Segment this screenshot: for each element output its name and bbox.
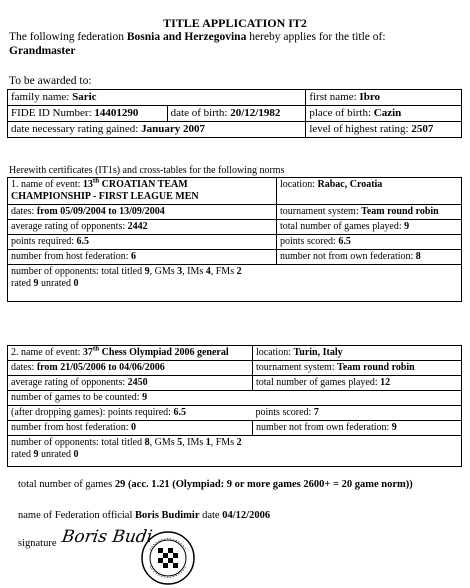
norm2-avg-cell	[8, 376, 253, 391]
norm1-notown: 8	[415, 251, 421, 262]
awarded-label: To be awarded to:	[9, 75, 92, 87]
norm2-avg-label: average rating of opponents:	[11, 377, 128, 388]
norm2-counted-label: number of games to be counted:	[11, 392, 143, 403]
norm1-ims-label: , IMs	[182, 266, 206, 277]
norm2-games-cell	[253, 376, 462, 391]
norm1-name-label: 1. name of event:	[11, 179, 83, 190]
rating-date-cell	[8, 122, 306, 138]
norm1-scored-label: points scored:	[280, 236, 339, 247]
rating-date-label: date necessary rating gained:	[11, 123, 139, 135]
norm2-fms-label: , FMs	[210, 437, 237, 448]
norm2-system: Team round robin	[337, 362, 415, 373]
norm1-system: Team round robin	[361, 206, 439, 217]
norm1-required-label: points required:	[11, 236, 77, 247]
official-line	[18, 510, 270, 521]
norm1-games-label: total number of games played:	[280, 221, 405, 232]
norm2-opponents-cell	[8, 436, 462, 467]
intro-suffix: hereby applies for the title of:	[246, 31, 386, 43]
norm2-location-label: location:	[256, 347, 294, 358]
norm2-host: 0	[130, 422, 136, 433]
rating-date-value: January 2007	[141, 123, 205, 135]
norm2-opp-text: number of opponents: total titled	[11, 437, 145, 448]
norm2-rated: 9	[33, 449, 39, 460]
first-label: first name:	[309, 91, 357, 103]
norm1-name-sup: th	[92, 176, 100, 185]
official-date-label: date	[199, 510, 223, 521]
norm2-scored: 7	[313, 407, 319, 418]
norm2-location-cell	[253, 346, 462, 361]
norm2-avg: 2450	[127, 377, 148, 388]
norm1-ims: 4	[205, 266, 211, 277]
dob-value: 20/12/1982	[230, 107, 281, 119]
norm1-name2: CHAMPIONSHIP - FIRST LEAGUE MEN	[11, 191, 199, 202]
norm1-required: 6.5	[76, 236, 90, 247]
norm1-system-cell	[277, 205, 462, 220]
norm1-scored-cell	[277, 235, 462, 250]
signature-handwriting: Boris Budi	[60, 527, 154, 547]
official-date: 04/12/2006	[222, 510, 271, 521]
title-applied: Grandmaster	[9, 45, 76, 57]
federation-name: Bosnia and Herzegovina	[126, 31, 247, 43]
norm1-fms: 2	[236, 266, 242, 277]
norm2-dates-label: dates:	[11, 362, 37, 373]
norm2-counted: 9	[142, 392, 148, 403]
intro-prefix: The following federation	[9, 31, 127, 43]
norm2-name-num: 37	[82, 347, 93, 358]
norm2-table	[7, 345, 462, 467]
norm1-unrated-label: unrated	[38, 278, 74, 289]
norm1-name: CROATIAN TEAM	[99, 179, 188, 190]
norm1-dates-cell	[8, 205, 277, 220]
family-name-cell	[8, 90, 306, 106]
certificates-intro: Herewith certificates (IT1s) and cross-tables for the following norms	[9, 165, 285, 176]
norm1-gms-label: , GMs	[149, 266, 178, 277]
norm1-scored: 6.5	[338, 236, 351, 247]
highest-value: 2507	[411, 123, 434, 135]
signature-label: signature	[18, 538, 57, 549]
norm2-name-cell	[8, 346, 253, 361]
norm2-gms: 5	[177, 437, 183, 448]
norm1-avg: 2442	[127, 221, 148, 232]
norm1-opp-text: number of opponents: total titled	[11, 266, 145, 277]
norm1-host-label: number from host federation:	[11, 251, 131, 262]
norm2-notown: 9	[391, 422, 397, 433]
norm2-dates-cell	[8, 361, 253, 376]
total-note: (acc. 1.21 (Olympiad: 9 or more games 2600+ = 20 game norm))	[125, 479, 413, 490]
family-label: family name:	[11, 91, 70, 103]
norm2-notown-label: number not from own federation:	[256, 422, 392, 433]
norm1-gms: 3	[177, 266, 183, 277]
norm1-titled: 9	[144, 266, 150, 277]
norm1-table	[7, 177, 462, 302]
norm1-host: 6	[130, 251, 136, 262]
norm2-games-label: total number of games played:	[256, 377, 381, 388]
highest-label: level of highest rating:	[309, 123, 409, 135]
norm2-location: Turin, Italy	[293, 347, 343, 358]
norm2-name: Chess Olympiad 2006 general	[99, 347, 229, 358]
norm2-ims-label: , IMs	[182, 437, 206, 448]
norm2-required: 6.5	[173, 407, 186, 418]
norm2-fms: 2	[236, 437, 242, 448]
norm2-system-cell	[253, 361, 462, 376]
intro-line	[9, 31, 386, 43]
pob-cell	[306, 106, 462, 122]
first-value: Ibro	[359, 91, 381, 103]
norm1-rated-label: rated	[11, 278, 34, 289]
norm1-system-label: tournament system:	[280, 206, 362, 217]
pob-value: Cazin	[373, 107, 402, 119]
norm2-system-label: tournament system:	[256, 362, 338, 373]
norm1-rated: 9	[33, 278, 39, 289]
norm2-gms-label: , GMs	[149, 437, 178, 448]
total-label: total number of games	[18, 479, 115, 490]
norm1-location: Rabac, Croatia	[317, 179, 383, 190]
family-value: Saric	[72, 91, 97, 103]
player-table	[7, 89, 462, 138]
norm1-unrated: 0	[73, 278, 79, 289]
dob-label: date of birth:	[170, 107, 228, 119]
first-name-cell	[306, 90, 462, 106]
norm1-fms-label: , FMs	[210, 266, 237, 277]
total-value: 29	[114, 479, 126, 490]
norm2-host-label: number from host federation:	[11, 422, 131, 433]
norm2-scored-cell	[253, 406, 462, 421]
norm2-counted-cell	[8, 391, 462, 406]
norm2-games: 12	[380, 377, 391, 388]
norm1-required-cell	[8, 235, 277, 250]
federation-seal-icon	[140, 530, 196, 586]
total-games-line	[18, 479, 413, 490]
norm1-dates-label: dates:	[11, 206, 37, 217]
document-title: TITLE APPLICATION IT2	[163, 16, 307, 30]
fide-id-cell	[8, 106, 168, 122]
norm2-host-cell	[8, 421, 253, 436]
highest-rating-cell	[306, 122, 462, 138]
norm2-required-label: (after dropping games): points required:	[11, 407, 174, 418]
norm1-host-cell	[8, 250, 277, 265]
official-name: Boris Budimir	[135, 510, 200, 521]
norm2-ims: 1	[205, 437, 211, 448]
fide-label: FIDE ID Number:	[11, 107, 92, 119]
dob-cell	[167, 106, 306, 122]
norm1-dates: from 05/09/2004 to 13/09/2004	[36, 206, 165, 217]
norm2-titled: 8	[144, 437, 150, 448]
norm1-name-cell	[8, 178, 277, 205]
norm1-location-label: location:	[280, 179, 318, 190]
norm1-location-cell	[277, 178, 462, 205]
norm2-dates: from 21/05/2006 to 04/06/2006	[36, 362, 165, 373]
norm2-name-label: 2. name of event:	[11, 347, 83, 358]
norm1-games-cell	[277, 220, 462, 235]
norm2-unrated-label: unrated	[38, 449, 74, 460]
norm1-name-num: 13	[82, 179, 93, 190]
norm2-scored-label: points scored:	[255, 407, 314, 418]
pob-label: place of birth:	[309, 107, 372, 119]
norm1-opponents-cell	[8, 265, 462, 302]
norm1-notown-label: number not from own federation:	[280, 251, 416, 262]
norm2-name-sup: th	[92, 344, 100, 353]
fide-value: 14401290	[94, 107, 139, 119]
official-label: name of Federation official	[18, 510, 136, 521]
norm2-unrated: 0	[73, 449, 79, 460]
norm1-avg-label: average rating of opponents:	[11, 221, 128, 232]
norm1-avg-cell	[8, 220, 277, 235]
norm1-notown-cell	[277, 250, 462, 265]
norm1-games: 9	[404, 221, 410, 232]
norm2-required-cell	[8, 406, 253, 421]
norm2-notown-cell	[253, 421, 462, 436]
norm2-rated-label: rated	[11, 449, 34, 460]
